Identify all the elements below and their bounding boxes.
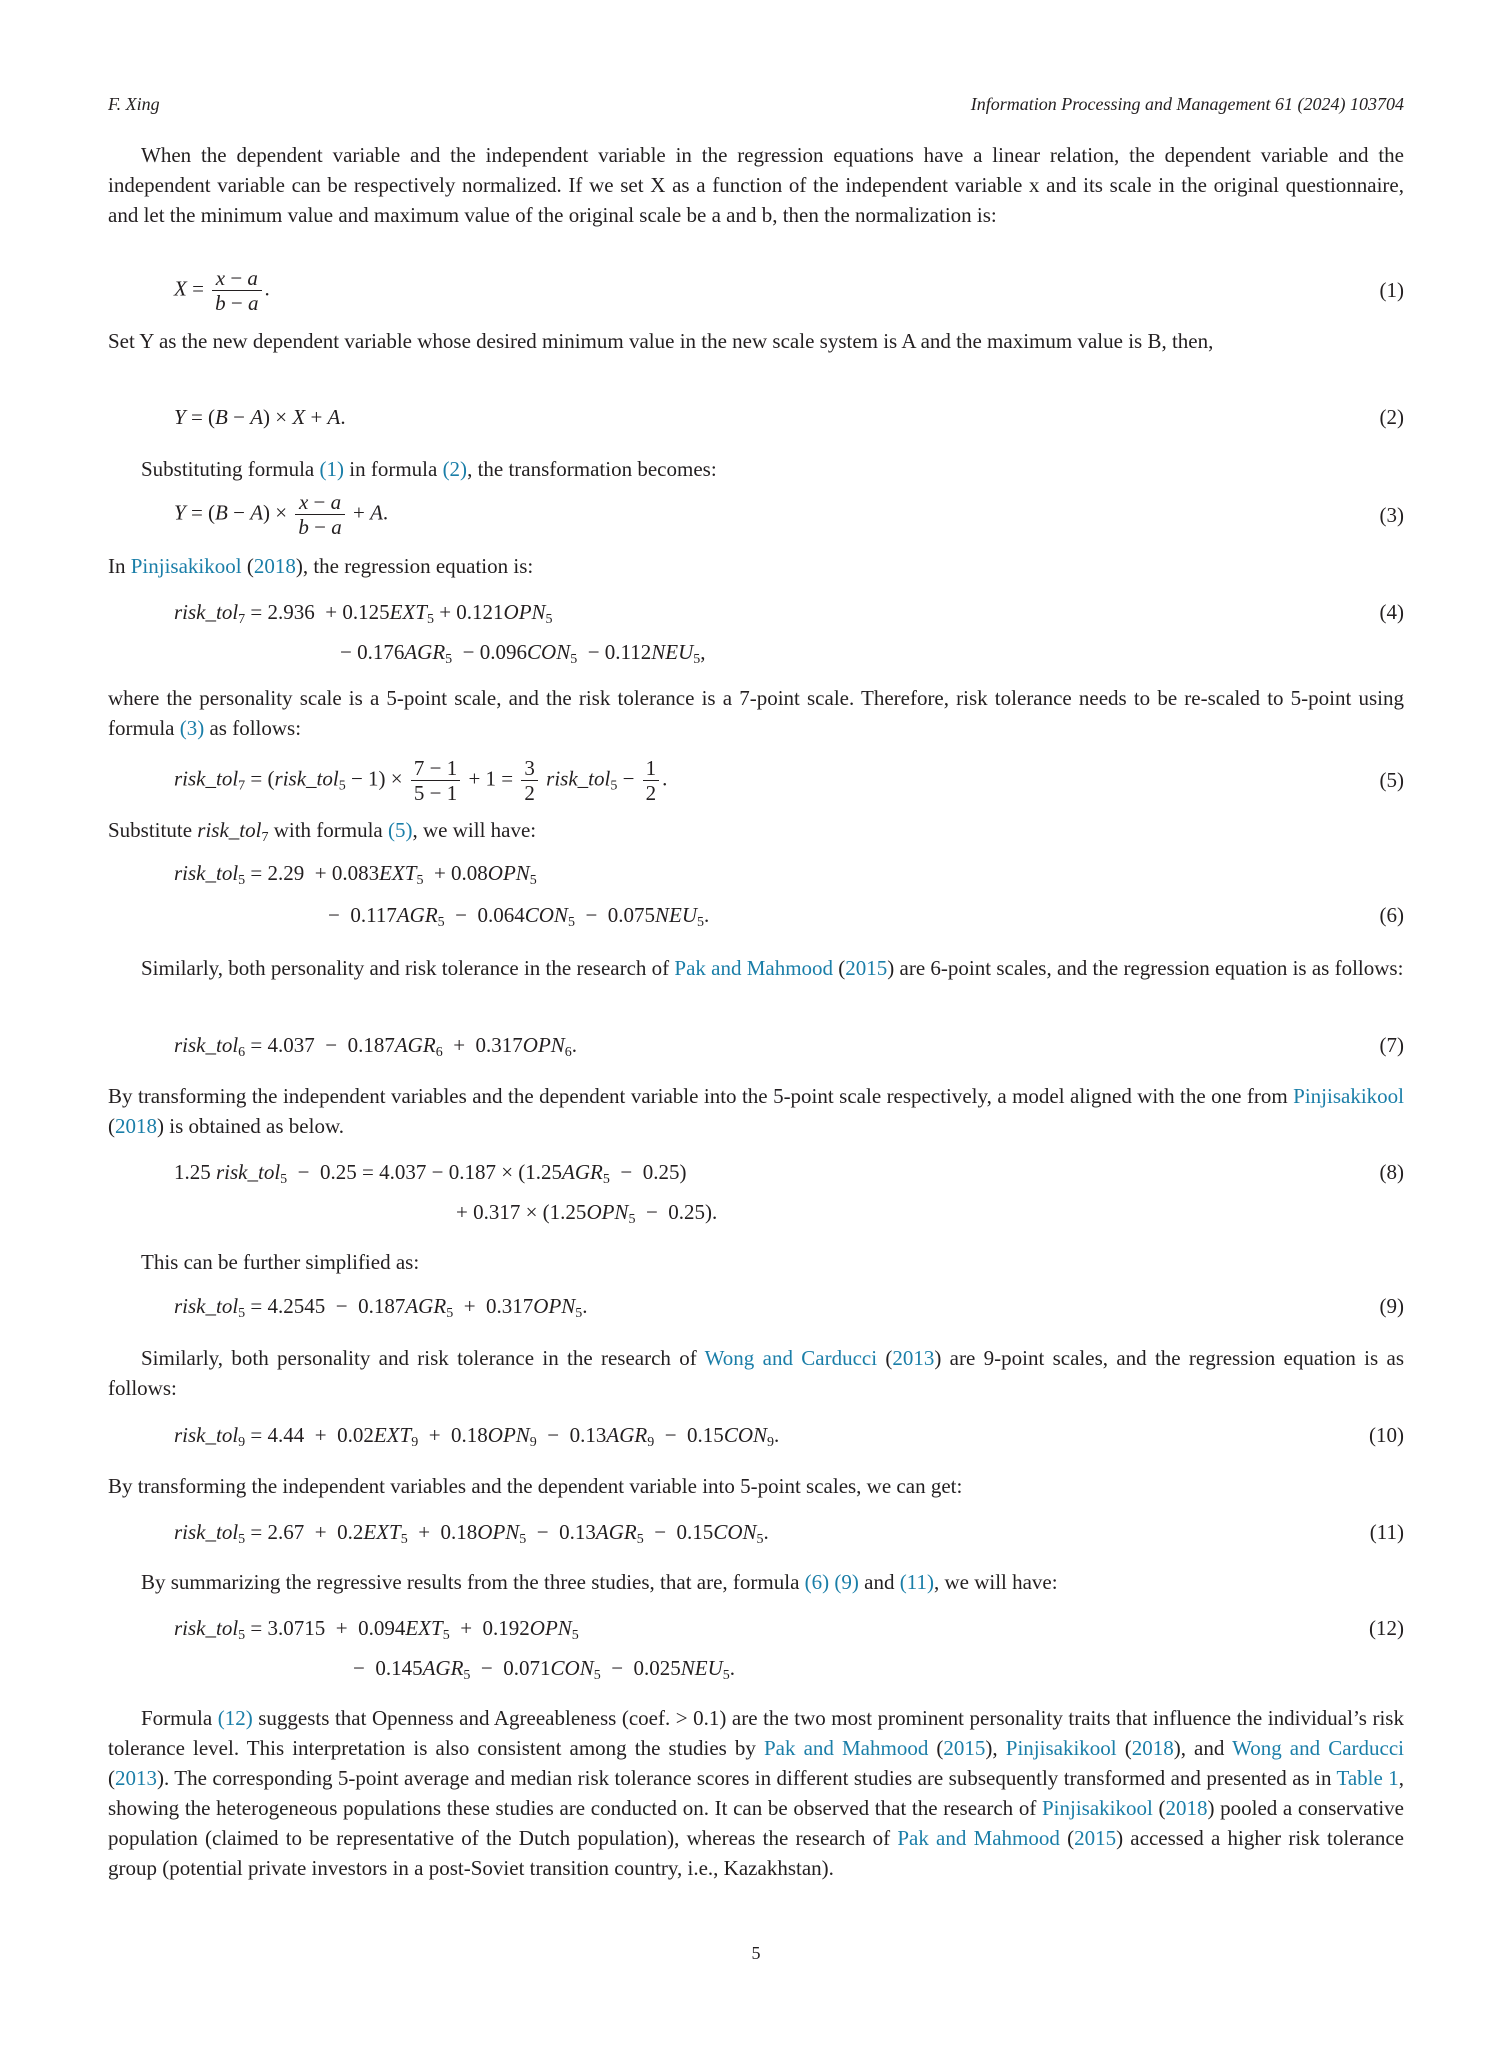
paragraph-substitute: Substitute risk_tol$_7$ with formula (5), we will have: <box>108 818 537 845</box>
equation-number-4: (4) <box>1379 600 1404 624</box>
equation-number-8: (8) <box>1379 1160 1404 1184</box>
paragraph-pinjisakikool: In Pinjisakikool (2018), the regression equation is: <box>108 554 534 578</box>
ref-formula-6[interactable]: (6) <box>804 1570 830 1594</box>
cite-year[interactable]: 2013 <box>892 1346 935 1370</box>
cite-author[interactable]: Wong and Carducci <box>1232 1736 1405 1760</box>
cite-author[interactable]: Pinjisakikool <box>130 554 242 578</box>
equation-6-line-2: − $0.117AGR_5 - 0.064CON_5 - 0.075NEU_5$. <box>328 903 710 930</box>
paragraph-substituting: Substituting formula (1) in formula (2), the transformation becomes: <box>141 457 717 481</box>
equation-number-5: (5) <box>1379 768 1404 792</box>
ref-formula-11[interactable]: (11) <box>899 1570 934 1594</box>
cite-year[interactable]: 2018 <box>115 1114 157 1138</box>
equation-4-line-2: − $0.176AGR_5 - 0.096CON_5 - 0.112NEU_5$, <box>340 640 706 667</box>
cite-author[interactable]: Wong and Carducci <box>704 1346 878 1370</box>
paragraph-summarizing: By summarizing the regressive results from the three studies, that are, formula (6) (9) and (11), we will have: <box>141 1570 1058 1594</box>
equation-number-12: (12) <box>1369 1616 1404 1640</box>
cite-year[interactable]: 2013 <box>115 1766 157 1790</box>
ref-formula-12[interactable]: (12) <box>217 1706 253 1730</box>
paragraph-simplified: This can be further simplified as: <box>141 1250 420 1274</box>
equation-number-3: (3) <box>1379 503 1404 527</box>
ref-formula-5[interactable]: (5) <box>388 818 413 842</box>
running-header <box>108 94 1404 118</box>
equation-1: X = $\frac{x - a}{b - a}$ . <box>174 266 270 315</box>
cite-year[interactable]: 2018 <box>1165 1796 1208 1820</box>
paragraph-transform-5pt-scales: By transforming the independent variables and the dependent variable into 5-point scales, we can get: <box>108 1474 963 1498</box>
paragraph-pak-mahmood: Similarly, both personality and risk tolerance in the research of Pak and Mahmood (2015) are 6-point scales, and the regression equation is as follows: <box>141 956 1404 980</box>
ref-table-1[interactable]: Table 1 <box>1336 1766 1399 1790</box>
cite-author[interactable]: Pak and Mahmood <box>674 956 834 980</box>
equation-number-6: (6) <box>1379 903 1404 927</box>
header-journal: Information Processing and Management 61 (2024) 103704 <box>970 94 1404 114</box>
equation-number-9: (9) <box>1379 1294 1404 1318</box>
equation-11: risk_tol$_5$ = $2.67 + 0.2EXT_5 + 0.18OPN_5 - 0.13AGR_5 - 0.15CON_5$. <box>174 1520 769 1547</box>
equation-number-7: (7) <box>1379 1033 1404 1057</box>
cite-author[interactable]: Pak and Mahmood <box>764 1736 929 1760</box>
equation-12-line-2: − $0.145AGR_5 - 0.071CON_5 - 0.025NEU_5$. <box>353 1656 736 1683</box>
ref-formula-2[interactable]: (2) <box>442 457 468 481</box>
equation-9: risk_tol$_5$ = $4.2545 - 0.187AGR_5 + 0.317OPN_5$. <box>174 1294 588 1321</box>
ref-formula-9[interactable]: (9) <box>834 1570 859 1594</box>
equation-number-10: (10) <box>1369 1423 1404 1447</box>
equation-12-line-1: risk_tol$_5$ = $3.0715 + 0.094EXT_5 + 0.192OPN_5$ <box>174 1616 579 1643</box>
page <box>108 0 1404 2063</box>
cite-author[interactable]: Pinjisakikool <box>1005 1736 1117 1760</box>
equation-10: risk_tol$_9$ = $4.44 + 0.02EXT_9 + 0.18OPN_9 - 0.13AGR_9 - 0.15CON_9$. <box>174 1423 780 1450</box>
paragraph-wong-carducci: Similarly, both personality and risk tolerance in the research of Wong and Carducci (2013) are 9-point scales, and the regression equation is as follows: <box>108 1346 1404 1400</box>
page-number: 5 <box>751 1943 761 1963</box>
cite-year[interactable]: 2018 <box>253 554 296 578</box>
cite-year[interactable]: 2015 <box>943 1736 986 1760</box>
paragraph-formula-12: Formula (12) suggests that Openness and Agreeableness (coef. > 0.1) are the two most prominent personality traits that influence the individual’s risk tolerance level. This interpretation is also consistent among the studies by Pak and Mahmood (2015), Pinjisakikool (2018), and Wong and Carducci (2013). The corresponding 5-point average and median risk tolerance scores in different studies are subsequently transformed and presented as in Table 1, showing the heterogeneous populations these studies are conducted on. It can be observed that the research of Pinjisakikool (2018) pooled a conservative population (claimed to be representative of the Dutch population), whereas the research of Pak and Mahmood (2015) accessed a higher risk tolerance group (potential private investors in a post-Soviet transition country, i.e., Kazakhstan). <box>108 1706 1405 1880</box>
cite-year[interactable]: 2018 <box>1131 1736 1174 1760</box>
cite-author[interactable]: Pinjisakikool <box>1293 1084 1404 1108</box>
equation-number-2: (2) <box>1379 405 1404 429</box>
equation-6-line-1: risk_tol$_5$ = $2.29 + 0.083EXT_5 + 0.08OPN_5$ <box>174 861 537 888</box>
equation-3: Y = (B − A) × $\frac{x - a}{b - a}$ + A. <box>174 490 389 539</box>
equation-4-line-1: risk_tol$_7$ = $2.936 + 0.125EXT_5 + 0.121OPN_5$ <box>174 600 553 627</box>
equation-2: Y = (B − A) × X + A. <box>174 405 346 429</box>
equation-5: risk_tol$_7$ = (risk_tol$_5$ − 1) × $\frac{7 - 1}{5 - 1}$ + 1 = $\frac{3}{2}$ risk_tol$_5$ − $\frac{1}{2}$ . <box>174 756 668 805</box>
paragraph-transform-5pt: By transforming the independent variables and the dependent variable into the 5-point scale respectively, a model aligned with the one from Pinjisakikool (2018) is obtained as below. <box>108 1084 1404 1138</box>
paragraph-rescale: where the personality scale is a 5-point scale, and the risk tolerance is a 7-point scale. Therefore, risk tolerance needs to be re-scaled to 5-point using formula (3) as follows: <box>108 686 1404 740</box>
cite-year[interactable]: 2015 <box>1074 1826 1117 1850</box>
header-author: F. Xing <box>108 94 160 114</box>
equation-8-line-2: + $0.317 \times (1.25OPN_5 - 0.25)$. <box>456 1200 718 1227</box>
ref-formula-1[interactable]: (1) <box>319 457 344 481</box>
equation-7: risk_tol$_6$ = $4.037 - 0.187AGR_6 + 0.317OPN_6$. <box>174 1033 578 1060</box>
equation-number-11: (11) <box>1369 1520 1404 1544</box>
paragraph-set-y: Set Y as the new dependent variable whose desired minimum value in the new scale system is A and the maximum value is B, then, <box>108 329 1214 353</box>
paragraph-normalization: When the dependent variable and the independent variable in the regression equations have a linear relation, the dependent variable and the independent variable can be respectively normalized. If we set X as a function of the independent variable x and its scale in the original questionnaire, and let the minimum value and maximum value of the original scale be a and b, then the normalization is: <box>108 143 1404 227</box>
equation-8-line-1: 1.25 risk_tol$_5$ − $0.25 = 4.037 - 0.187 \times (1.25AGR_5 - 0.25)$ <box>174 1160 687 1187</box>
cite-author[interactable]: Pinjisakikool <box>1041 1796 1153 1820</box>
cite-author[interactable]: Pak and Mahmood <box>897 1826 1060 1850</box>
equation-number-1: (1) <box>1379 278 1404 302</box>
ref-formula-3[interactable]: (3) <box>179 716 205 740</box>
cite-year[interactable]: 2015 <box>845 956 888 980</box>
